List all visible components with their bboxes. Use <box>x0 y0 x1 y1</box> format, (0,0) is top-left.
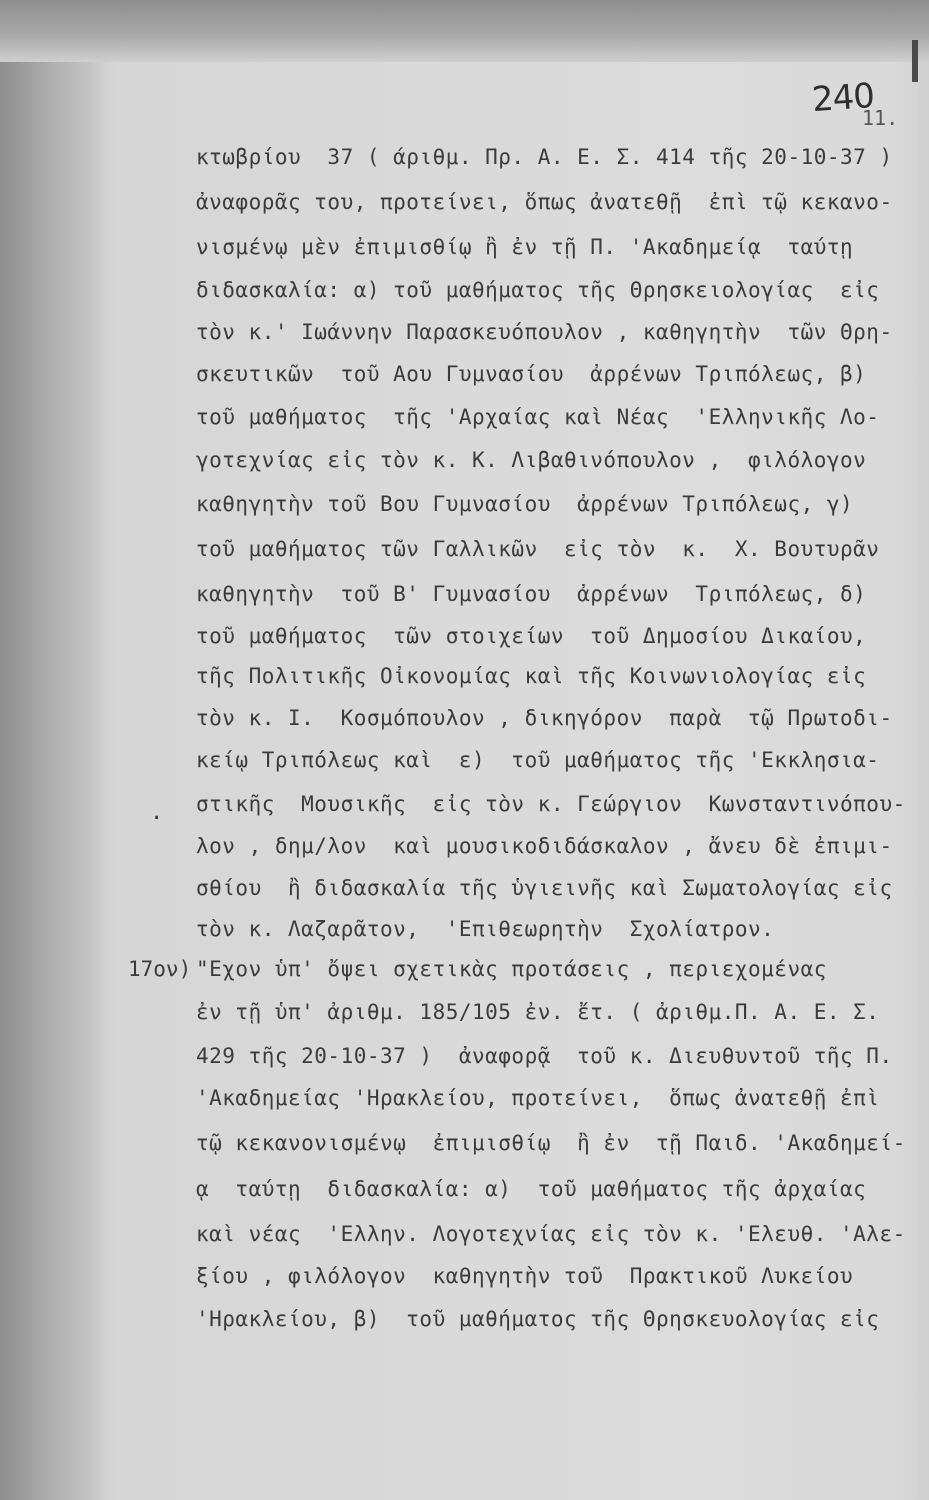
text-line: τοῦ μαθήματος τῶν στοιχείων τοῦ Δημοσίου Δικαίου, <box>196 624 867 648</box>
text-line: τὸν κ.' Ιωάννην Παρασκευόπουλον , καθηγητὴν τῶν Θρη- <box>196 320 893 344</box>
scan-edge-mark <box>912 40 918 82</box>
text-line: σκευτικῶν τοῦ Αου Γυμνασίου ἀρρένων Τριπόλεως, β) <box>196 362 867 386</box>
handwritten-page-number: 240 <box>810 75 876 121</box>
text-line: καθηγητὴν τοῦ Β' Γυμνασίου ἀρρένων Τριπόλεως, δ) <box>196 582 867 606</box>
text-line: 429 τῆς 20-10-37 ) ἀναφορᾷ τοῦ κ. Διευθυντοῦ τῆς Π. <box>196 1044 893 1068</box>
text-line: ᾳ ταύτῃ διδασκαλία: α) τοῦ μαθήματος τῆς ἀρχαίας <box>196 1177 867 1201</box>
section-marker: 17ον) <box>128 957 192 981</box>
text-line: τῆς Πολιτικῆς Οἰκονομίας καὶ τῆς Κοινωνιολογίας εἰς <box>196 664 867 688</box>
scan-left-shadow <box>0 62 110 1500</box>
text-line: "Εχον ὑπ' ὄψει σχετικὰς προτάσεις , περιεχομένας <box>196 957 827 981</box>
text-line: σθίου ἢ διδασκαλία τῆς ὑγιεινῆς καὶ Σωματολογίας εἰς <box>196 876 893 900</box>
text-line: διδασκαλία: α) τοῦ μαθήματος τῆς Θρησκειολογίας εἰς <box>196 278 880 302</box>
text-line: τῷ κεκανονισμένῳ ἐπιμισθίῳ ἢ ἐν τῇ Παιδ. 'Ακαδημεί- <box>196 1131 906 1155</box>
text-line: τοῦ μαθήματος τῶν Γαλλικῶν εἰς τὸν κ. Χ. Βουτυρᾶν <box>196 537 880 561</box>
text-line: τὸν κ. Λαζαρᾶτον, 'Επιθεωρητὴν Σχολίατρον. <box>196 917 775 941</box>
text-line: τοῦ μαθήματος τῆς 'Αρχαίας καὶ Νέας 'Ελληνικῆς Λο- <box>196 405 880 429</box>
text-line: στικῆς Μουσικῆς εἰς τὸν κ. Γεώργιον Κωνσταντινόπου- <box>196 792 906 816</box>
text-line: 'Ακαδημείας 'Ηρακλείου, προτείνει, ὅπως ἀνατεθῇ ἐπὶ <box>196 1086 880 1110</box>
text-line: κείῳ Τριπόλεως καὶ ε) τοῦ μαθήματος τῆς 'Εκκλησια- <box>196 748 880 772</box>
text-line: γοτεχνίας εἰς τὸν κ. Κ. Λιβαθινόπουλον , φιλόλογον <box>196 448 867 472</box>
text-line: ἐν τῇ ὑπ' ἀριθμ. 185/105 ἐν. ἔτ. ( ἀριθμ.Π. Α. Ε. Σ. <box>196 1000 880 1024</box>
text-line: τὸν κ. Ι. Κοσμόπουλον , δικηγόρον παρὰ τῷ Πρωτοδι- <box>196 706 893 730</box>
scan-top-border <box>0 0 929 62</box>
text-line: καὶ νέας 'Ελλην. Λογοτεχνίας εἰς τὸν κ. 'Ελευθ. 'Αλε- <box>196 1222 906 1246</box>
text-line: ξίου , φιλόλογον καθηγητὴν τοῦ Πρακτικοῦ Λυκείου <box>196 1264 854 1288</box>
text-line: 'Ηρακλείου, β) τοῦ μαθήματος τῆς Θρησκευολογίας εἰς <box>196 1307 880 1331</box>
text-line: καθηγητὴν τοῦ Βου Γυμνασίου ἀρρένων Τριπόλεως, γ) <box>196 492 854 516</box>
text-line: ἀναφορᾶς του, προτείνει, ὅπως ἀνατεθῇ ἐπὶ τῷ κεκανο- <box>196 190 893 214</box>
text-line: κτωβρίου 37 ( άριθμ. Πρ. Α. Ε. Σ. 414 τῆς 20-10-37 ) <box>196 145 893 169</box>
text-line: λον , δημ/λον καὶ μουσικοδιδάσκαλον , ἄνευ δὲ ἐπιμι- <box>196 834 893 858</box>
margin-dot: . <box>150 800 164 825</box>
typed-page-number: 11. <box>862 106 899 130</box>
text-line: νισμένῳ μὲν ἐπιμισθίῳ ἢ ἐν τῇ Π. 'Ακαδημείᾳ ταύτῃ <box>196 235 854 259</box>
